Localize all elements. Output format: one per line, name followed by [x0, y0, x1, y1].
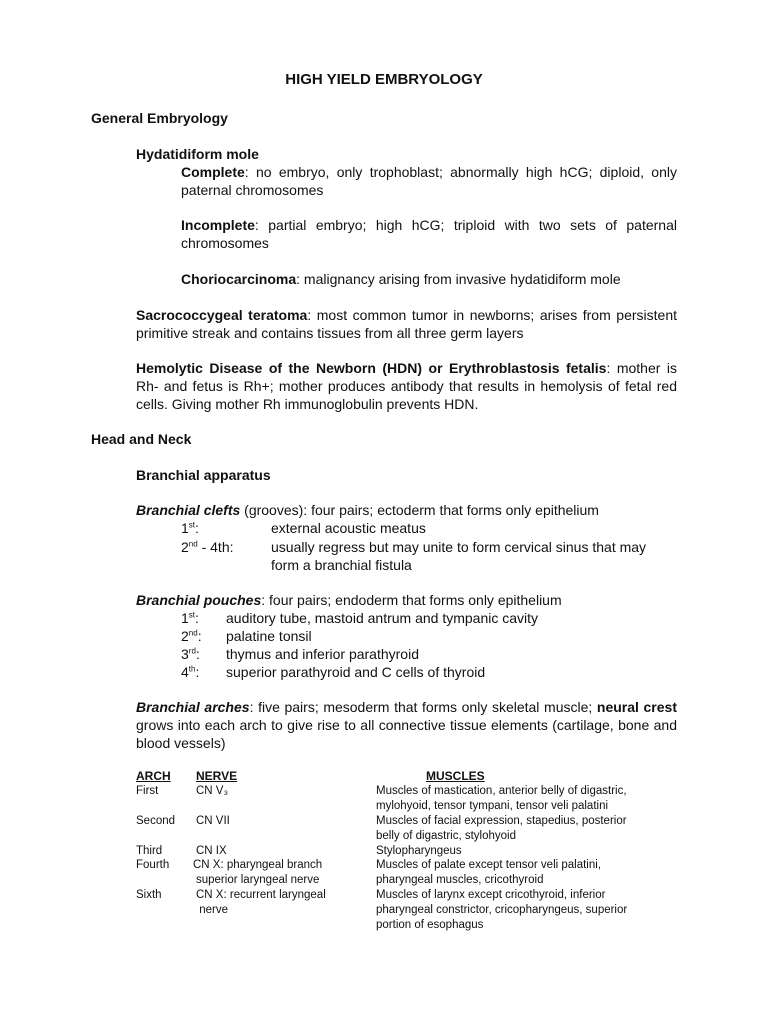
complete-term: Complete	[181, 164, 245, 180]
table-row-nerve: superior laryngeal nerve	[196, 874, 320, 886]
table-row-nerve: CN IX	[196, 845, 227, 857]
table-row-nerve: nerve	[196, 904, 228, 916]
incomplete-text: : partial embryo; high hCG; triploid with two sets of paternal chromosomes	[181, 217, 677, 251]
incomplete-mole-paragraph	[181, 216, 677, 252]
table-header-muscles: MUSCLES	[426, 769, 485, 783]
table-row-nerve: CN V₃	[196, 785, 229, 797]
incomplete-term: Incomplete	[181, 217, 255, 233]
cleft-item-text: usually regress but may unite to form cervical sinus that may	[271, 539, 647, 555]
table-row-muscles-line: Stylopharyngeus	[376, 845, 462, 857]
pouch-item-number: 4th:	[181, 664, 200, 680]
hdn-text: : mother is Rh- and fetus is Rh+; mother produces antibody that results in hemolysis of fetal red cells. Giving mother Rh immunoglobulin prevents HDN.	[136, 360, 678, 412]
pouch-item-number: 1st:	[181, 610, 199, 626]
table-row-muscles-line: Muscles of facial expression, stapedius, posterior	[376, 815, 627, 827]
table-row-muscles-line: pharyngeal constrictor, cricopharyngeus, superior	[376, 904, 628, 916]
branchial-arches-text: : five pairs; mesoderm that forms only skeletal muscle;	[249, 699, 597, 715]
branchial-clefts-paragraph	[136, 501, 677, 519]
complete-mole-paragraph	[181, 163, 677, 199]
branchial-pouches-term: Branchial pouches	[136, 592, 262, 608]
hdn-term: Hemolytic Disease of the Newborn (HDN) or Erythroblastosis fetalis	[136, 360, 607, 376]
choriocarcinoma-text: : malignancy arising from invasive hydatidiform mole	[296, 271, 621, 287]
table-row-arch: Third	[136, 845, 163, 857]
table-row-arch: Fourth	[136, 859, 170, 871]
table-row-muscles-line: Muscles of palate except tensor veli palatini,	[376, 859, 602, 871]
choriocarcinoma-paragraph	[181, 270, 677, 288]
branchial-arches-paragraph	[136, 698, 677, 752]
cleft-item-text: external acoustic meatus	[271, 520, 426, 536]
cleft-item-number: 1st:	[181, 520, 199, 536]
table-row-nerve: CN VII	[196, 815, 230, 827]
section-heading-general: General Embryology	[91, 110, 228, 126]
table-row-muscles-line: pharyngeal muscles, cricothyroid	[376, 874, 544, 886]
pouch-item-text: auditory tube, mastoid antrum and tympanic cavity	[226, 610, 539, 626]
table-row-muscles-line: portion of esophagus	[376, 919, 484, 931]
subheading-hydatidiform: Hydatidiform mole	[136, 146, 259, 162]
table-row-arch: First	[136, 785, 159, 797]
table-header-arch: ARCH	[136, 769, 171, 783]
cleft-item-2-continuation: form a branchial fistula	[271, 557, 412, 573]
branchial-clefts-term: Branchial clefts	[136, 502, 241, 518]
table-row-muscles-line: belly of digastric, stylohyoid	[376, 830, 516, 842]
branchial-arches-term: Branchial arches	[136, 699, 250, 715]
pouch-item-text: thymus and inferior parathyroid	[226, 646, 419, 662]
sacrococcygeal-term: Sacrococcygeal teratoma	[136, 307, 308, 323]
hdn-paragraph	[136, 359, 677, 413]
complete-text: : no embryo, only trophoblast; abnormally high hCG; diploid, only paternal chromosomes	[181, 164, 677, 198]
cleft-item-number: 2nd - 4th:	[181, 539, 234, 555]
table-row-arch: Sixth	[136, 889, 162, 901]
pouch-item-text: palatine tonsil	[226, 628, 312, 644]
page-title: HIGH YIELD EMBRYOLOGY	[285, 71, 483, 88]
table-row-nerve: CN X: recurrent laryngeal	[196, 889, 326, 901]
table-row-nerve: CN X: pharyngeal branch	[193, 859, 323, 871]
branchial-pouches-text: : four pairs; endoderm that forms only epithelium	[261, 592, 562, 608]
subheading-branchial-apparatus: Branchial apparatus	[136, 467, 271, 483]
branchial-clefts-text: (grooves): four pairs; ectoderm that forms only epithelium	[240, 502, 599, 518]
table-row-muscles-line: mylohyoid, tensor tympani, tensor veli palatini	[376, 800, 609, 812]
table-header-nerve: NERVE	[196, 769, 238, 783]
branchial-pouches-paragraph	[136, 591, 677, 609]
section-heading-head-neck: Head and Neck	[91, 431, 192, 447]
pouch-item-number: 3rd:	[181, 646, 200, 662]
branchial-arches-text-2: grows into each arch to give rise to all connective tissue elements (cartilage, bone and blood vessels)	[136, 717, 677, 751]
table-row-muscles-line: Muscles of larynx except cricothyroid, inferior	[376, 889, 606, 901]
choriocarcinoma-term: Choriocarcinoma	[181, 271, 297, 287]
table-row-arch: Second	[136, 815, 176, 827]
table-row-muscles-line: Muscles of mastication, anterior belly of digastric,	[376, 785, 627, 797]
sacrococcygeal-text: : most common tumor in newborns; arises from persistent primitive streak and contains tissues from all three germ layers	[136, 307, 678, 341]
pouch-item-number: 2nd:	[181, 628, 202, 644]
neural-crest-term: neural crest	[596, 699, 677, 715]
pouch-item-text: superior parathyroid and C cells of thyroid	[226, 664, 486, 680]
sacrococcygeal-paragraph	[136, 306, 677, 342]
